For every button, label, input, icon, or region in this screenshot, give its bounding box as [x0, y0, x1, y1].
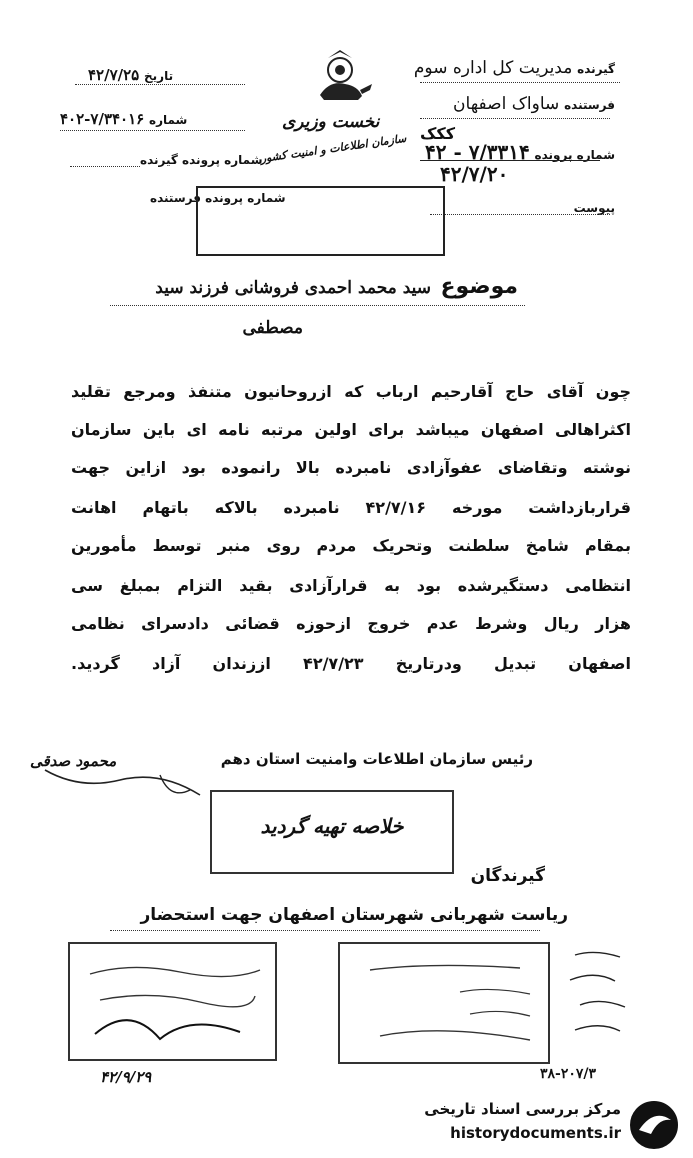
- signature-name: محمود صدقی: [30, 752, 117, 770]
- emblem-line2: سازمان اطلاعات و امنیت کشور: [259, 131, 408, 166]
- file-number-label: شماره پرونده: [534, 148, 615, 162]
- recipient-file-row: [140, 152, 263, 167]
- watermark-url: historydocuments.ir: [450, 1124, 621, 1142]
- number-label: شماره: [149, 113, 188, 127]
- signature-scribble-icon: [40, 760, 210, 810]
- sender-label: فرستنده: [564, 98, 615, 112]
- attachment-label: پیوست: [573, 201, 615, 215]
- subject-value-line1: سید محمد احمدی فروشانی فرزند سید: [155, 278, 431, 298]
- margin-note-scribble-icon: [565, 945, 635, 1040]
- date-label: تاریخ: [144, 69, 174, 83]
- sender-value: ساواک اصفهان: [453, 94, 560, 114]
- body-line: اصفهان تبدیل ودرتاریخ ۴۲/۷/۲۳ اززندان آزاد گردید.: [71, 654, 631, 673]
- watermark-title: مرکز بررسی اسناد تاریخی: [424, 1100, 621, 1118]
- sender-row: [453, 96, 615, 113]
- recipient-label: گیرنده: [577, 62, 615, 76]
- summary-stamp: [210, 790, 454, 874]
- subject-dots: [110, 305, 525, 306]
- body-line: چون آقای حاج آقارحیم ارباب که ازروحانیون متنفذ ومرجع تقلید: [71, 382, 631, 401]
- redaction-box: [196, 186, 445, 256]
- recipient-row: [414, 60, 615, 77]
- recipient-dots: [420, 82, 620, 83]
- sender-file-label: شماره پرونده فرستنده: [150, 191, 286, 205]
- signature-title: رئیس سازمان اطلاعات وامنیت استان دهم: [220, 750, 533, 768]
- body-line: قراربازداشت مورخه ۴۲/۷/۱۶ نامبرده بالاکه باتهام اهانت: [71, 498, 631, 517]
- bottom-left-date: ۴۲/۹/۲۹: [100, 1068, 152, 1086]
- date-dots: [75, 84, 245, 85]
- right-archive-stamp: [338, 942, 550, 1064]
- date-row: [88, 68, 173, 83]
- recipient-file-dots: [70, 166, 140, 167]
- number-prefix: ککک: [420, 124, 455, 143]
- file-number-value: ۷/۳۳۱۴ - ۴۲: [425, 140, 530, 164]
- attachment-dots: [430, 214, 610, 215]
- body-line: انتظامی دستگیرشده بود به قرارآزادی بقید التزام بمبلغ سی: [71, 576, 631, 595]
- subject-value-line2: مصطفی: [242, 318, 303, 338]
- body-line: بمقام شامخ سلطنت وتحریک مردم روی منبر توسط مأمورین: [71, 536, 631, 555]
- file-number-date: ۴۲/۷/۲۰: [440, 162, 509, 186]
- recipients-heading: گیرندگان: [470, 866, 545, 886]
- number-row: [60, 112, 187, 127]
- lion-and-sun-emblem-icon: [300, 50, 380, 110]
- left-archive-stamp: [68, 942, 277, 1061]
- bottom-right-code: ۳۸-۲۰۷/۳: [540, 1066, 597, 1082]
- emblem-line1: نخست وزیری: [282, 112, 380, 132]
- recipient-file-label: شماره پرونده گیرنده: [140, 153, 263, 167]
- date-value: ۴۲/۷/۲۵: [88, 66, 140, 84]
- number-dots: [60, 130, 245, 131]
- body-line: نوشته وتقاضای عفوآزادی نامبرده بالا رانموده بود ازاین جهت: [71, 458, 631, 477]
- number-value: ۷/۳۴۰۱۶-۴۰۲: [60, 110, 145, 128]
- summary-stamp-text: خلاصه تهیه گردید: [260, 814, 404, 838]
- recipient-value: مدیریت کل اداره سوم: [413, 58, 573, 78]
- file-number-divider: [420, 160, 600, 161]
- watermark: [405, 1098, 685, 1154]
- recipient-dots: [110, 930, 540, 931]
- archive-logo-icon: [629, 1100, 679, 1150]
- subject-label: موضوع: [440, 274, 518, 299]
- recipient-line: ریاست شهربانی شهرستان اصفهان جهت استحضار: [140, 905, 568, 925]
- attachment-row: [574, 200, 615, 215]
- body-line: اکثراهالی اصفهان میباشد برای اولین مرتبه نامه ای باین سازمان: [71, 420, 631, 439]
- sender-dots: [420, 118, 610, 119]
- body-line: هزار ریال وشرط عدم خروج ازحوزه قضائی دادسرای نظامی: [71, 614, 631, 633]
- file-number-row: [425, 142, 615, 162]
